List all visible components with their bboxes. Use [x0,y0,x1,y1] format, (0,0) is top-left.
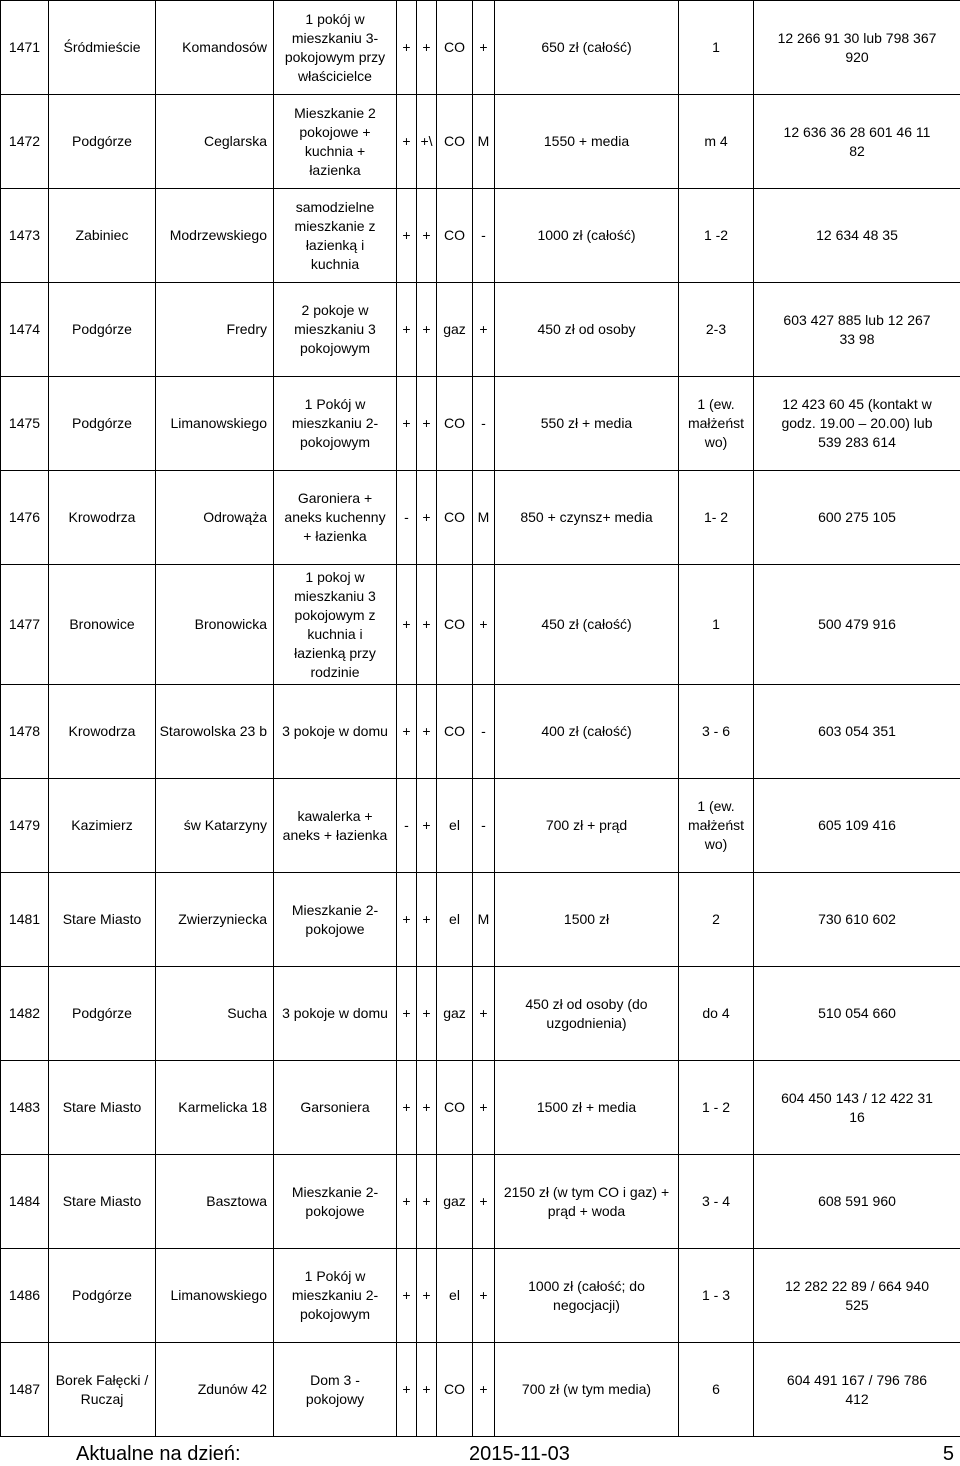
table-row [1,1061,960,1155]
flag-1-cell: - [397,471,417,565]
flag-3-cell: + [473,967,495,1061]
table-row [1,565,960,685]
district-cell: Podgórze [49,377,156,471]
flag-1-cell: + [397,283,417,377]
street-cell: św Katarzyny [156,779,274,873]
flag-2-cell: + [417,565,437,685]
flag-3-cell: + [473,1343,495,1437]
room-type-cell: 3 pokoje w domu [274,967,397,1061]
heating-cell: el [437,1249,473,1343]
flag-3-cell: + [473,1,495,95]
persons-cell: 1 (ew. małżeńst wo) [679,377,754,471]
heating-cell: gaz [437,283,473,377]
flag-2-cell: + [417,377,437,471]
price-cell: 650 zł (całość) [495,1,679,95]
price-cell: 1550 + media [495,95,679,189]
flag-2-cell: + [417,779,437,873]
phone-cell: 500 479 916 [754,565,960,685]
flag-1-cell: + [397,1,417,95]
heating-cell: CO [437,1061,473,1155]
price-cell: 450 zł od osoby [495,283,679,377]
heating-cell: gaz [437,1155,473,1249]
room-type-cell: Mieszkanie 2- pokojowe [274,1155,397,1249]
heating-cell: CO [437,685,473,779]
table-row [1,967,960,1061]
street-cell: Komandosów [156,1,274,95]
flag-3-cell: M [473,471,495,565]
price-cell: 2150 zł (w tym CO i gaz) + prąd + woda [495,1155,679,1249]
flag-3-cell: - [473,685,495,779]
heating-cell: el [437,873,473,967]
heating-cell: CO [437,377,473,471]
persons-cell: 2-3 [679,283,754,377]
persons-cell: 1 [679,565,754,685]
street-cell: Odrowąża [156,471,274,565]
persons-cell: 3 - 6 [679,685,754,779]
price-cell: 1500 zł [495,873,679,967]
street-cell: Ceglarska [156,95,274,189]
table-row [1,189,960,283]
flag-2-cell: + [417,1155,437,1249]
heating-cell: CO [437,1343,473,1437]
flag-3-cell: - [473,377,495,471]
flag-3-cell: - [473,779,495,873]
district-cell: Podgórze [49,967,156,1061]
flag-1-cell: + [397,1155,417,1249]
table-row [1,471,960,565]
flag-3-cell: M [473,873,495,967]
phone-cell: 605 109 416 [754,779,960,873]
flag-2-cell: + [417,283,437,377]
price-cell: 550 zł + media [495,377,679,471]
room-type-cell: 3 pokoje w domu [274,685,397,779]
price-cell: 1000 zł (całość; do negocjacji) [495,1249,679,1343]
price-cell: 450 zł (całość) [495,565,679,685]
flag-1-cell: + [397,967,417,1061]
flag-3-cell: - [473,189,495,283]
room-type-cell: 1 pokoj w mieszkaniu 3 pokojowym z kuchnia i łazienką przy rodzinie [274,565,397,685]
room-type-cell: kawalerka + aneks + łazienka [274,779,397,873]
room-type-cell: 2 pokoje w mieszkaniu 3 pokojowym [274,283,397,377]
room-type-cell: 1 pokój w mieszkaniu 3- pokojowym przy właścicielce [274,1,397,95]
heating-cell: el [437,779,473,873]
street-cell: Limanowskiego [156,1249,274,1343]
persons-cell: 1 (ew. małżeńst wo) [679,779,754,873]
room-type-cell: Dom 3 - pokojowy [274,1343,397,1437]
listing-number-cell: 1484 [1,1155,49,1249]
table-row [1,1,960,95]
street-cell: Starowolska 23 b [156,685,274,779]
district-cell: Podgórze [49,283,156,377]
listing-number-cell: 1487 [1,1343,49,1437]
phone-cell: 730 610 602 [754,873,960,967]
heating-cell: CO [437,95,473,189]
listing-number-cell: 1478 [1,685,49,779]
phone-cell: 12 423 60 45 (kontakt w godz. 19.00 – 20.00) lub 539 283 614 [754,377,960,471]
flag-1-cell: + [397,1061,417,1155]
district-cell: Kazimierz [49,779,156,873]
price-cell: 700 zł + prąd [495,779,679,873]
street-cell: Bronowicka [156,565,274,685]
phone-cell: 12 634 48 35 [754,189,960,283]
listing-number-cell: 1473 [1,189,49,283]
room-type-cell: Mieszkanie 2- pokojowe [274,873,397,967]
flag-2-cell: + [417,1,437,95]
persons-cell: 3 - 4 [679,1155,754,1249]
flag-2-cell: + [417,685,437,779]
heating-cell: CO [437,189,473,283]
district-cell: Podgórze [49,1249,156,1343]
room-type-cell: Mieszkanie 2 pokojowe + kuchnia + łazienka [274,95,397,189]
room-type-cell: Garsoniera [274,1061,397,1155]
district-cell: Stare Miasto [49,1061,156,1155]
phone-cell: 12 636 36 28 601 46 11 82 [754,95,960,189]
flag-2-cell: + [417,1249,437,1343]
phone-cell: 603 427 885 lub 12 267 33 98 [754,283,960,377]
street-cell: Sucha [156,967,274,1061]
flag-3-cell: + [473,565,495,685]
street-cell: Karmelicka 18 [156,1061,274,1155]
flag-2-cell: + [417,967,437,1061]
phone-cell: 603 054 351 [754,685,960,779]
flag-3-cell: M [473,95,495,189]
price-cell: 400 zł (całość) [495,685,679,779]
flag-1-cell: + [397,685,417,779]
street-cell: Limanowskiego [156,377,274,471]
listing-number-cell: 1476 [1,471,49,565]
listing-number-cell: 1482 [1,967,49,1061]
street-cell: Zwierzyniecka [156,873,274,967]
table-row [1,1343,960,1437]
phone-cell: 12 282 22 89 / 664 940 525 [754,1249,960,1343]
flag-1-cell: - [397,779,417,873]
price-cell: 1500 zł + media [495,1061,679,1155]
flag-2-cell: + [417,189,437,283]
price-cell: 700 zł (w tym media) [495,1343,679,1437]
flag-3-cell: + [473,1249,495,1343]
table-row [1,1155,960,1249]
phone-cell: 608 591 960 [754,1155,960,1249]
page-number: 5 [942,1443,954,1465]
persons-cell: 1 - 2 [679,1061,754,1155]
listing-number-cell: 1472 [1,95,49,189]
district-cell: Zabiniec [49,189,156,283]
listing-number-cell: 1471 [1,1,49,95]
listing-number-cell: 1479 [1,779,49,873]
flag-1-cell: + [397,189,417,283]
flag-2-cell: + [417,1343,437,1437]
flag-1-cell: + [397,1249,417,1343]
room-type-cell: Garoniera + aneks kuchenny + łazienka [274,471,397,565]
heating-cell: CO [437,1,473,95]
district-cell: Krowodrza [49,471,156,565]
room-type-cell: 1 Pokój w mieszkaniu 2- pokojowym [274,1249,397,1343]
persons-cell: m 4 [679,95,754,189]
table-row [1,95,960,189]
persons-cell: 1 [679,1,754,95]
listing-number-cell: 1477 [1,565,49,685]
flag-2-cell: + [417,471,437,565]
phone-cell: 12 266 91 30 lub 798 367 920 [754,1,960,95]
table-row [1,685,960,779]
flag-1-cell: + [397,377,417,471]
listing-number-cell: 1486 [1,1249,49,1343]
persons-cell: 6 [679,1343,754,1437]
footer-date: 2015-11-03 [469,1443,570,1465]
flag-3-cell: + [473,1155,495,1249]
room-type-cell: samodzielne mieszkanie z łazienką i kuchnia [274,189,397,283]
persons-cell: do 4 [679,967,754,1061]
phone-cell: 510 054 660 [754,967,960,1061]
price-cell: 1000 zł (całość) [495,189,679,283]
district-cell: Stare Miasto [49,873,156,967]
table-row [1,1249,960,1343]
flag-1-cell: + [397,1343,417,1437]
price-cell: 850 + czynsz+ media [495,471,679,565]
heating-cell: gaz [437,967,473,1061]
table-row [1,779,960,873]
flag-1-cell: + [397,873,417,967]
table-row [1,377,960,471]
flag-3-cell: + [473,1061,495,1155]
flag-1-cell: + [397,565,417,685]
district-cell: Borek Fałęcki / Ruczaj [49,1343,156,1437]
phone-cell: 600 275 105 [754,471,960,565]
listing-number-cell: 1474 [1,283,49,377]
flag-1-cell: + [397,95,417,189]
street-cell: Zdunów 42 [156,1343,274,1437]
flag-2-cell: + [417,1061,437,1155]
persons-cell: 1 - 3 [679,1249,754,1343]
phone-cell: 604 491 167 / 796 786 412 [754,1343,960,1437]
heating-cell: CO [437,471,473,565]
district-cell: Śródmieście [49,1,156,95]
room-type-cell: 1 Pokój w mieszkaniu 2- pokojowym [274,377,397,471]
flag-3-cell: + [473,283,495,377]
phone-cell: 604 450 143 / 12 422 31 16 [754,1061,960,1155]
persons-cell: 2 [679,873,754,967]
district-cell: Stare Miasto [49,1155,156,1249]
persons-cell: 1- 2 [679,471,754,565]
district-cell: Bronowice [49,565,156,685]
flag-2-cell: +\ [417,95,437,189]
street-cell: Basztowa [156,1155,274,1249]
flag-2-cell: + [417,873,437,967]
footer-label: Aktualne na dzień: [76,1443,241,1465]
street-cell: Modrzewskiego [156,189,274,283]
street-cell: Fredry [156,283,274,377]
listing-number-cell: 1481 [1,873,49,967]
heating-cell: CO [437,565,473,685]
district-cell: Podgórze [49,95,156,189]
listing-number-cell: 1483 [1,1061,49,1155]
footer [0,1443,960,1466]
listing-number-cell: 1475 [1,377,49,471]
table-row [1,283,960,377]
district-cell: Krowodrza [49,685,156,779]
table-row [1,873,960,967]
price-cell: 450 zł od osoby (do uzgodnienia) [495,967,679,1061]
persons-cell: 1 -2 [679,189,754,283]
